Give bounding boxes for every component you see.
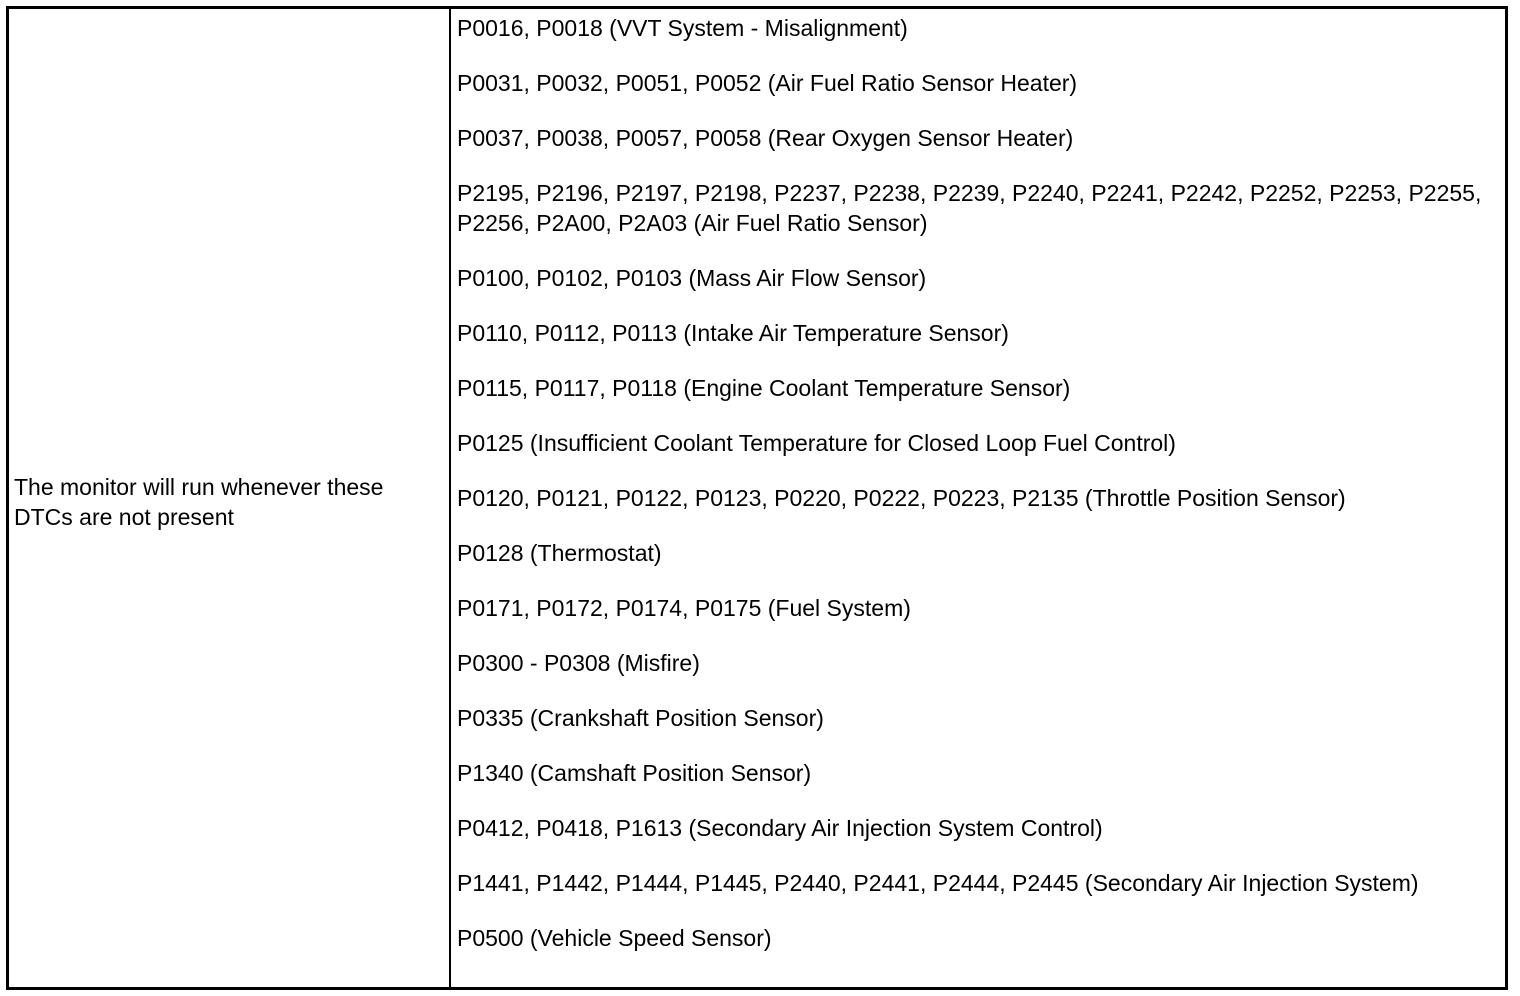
condition-cell: [9, 9, 451, 987]
dtc-line: P0100, P0102, P0103 (Mass Air Flow Sensor): [457, 265, 927, 291]
dtc-line: P0125 (Insufficient Coolant Temperature for Closed Loop Fuel Control): [457, 430, 1176, 456]
dtc-line: P0128 (Thermostat): [457, 540, 662, 566]
dtc-line: P0115, P0117, P0118 (Engine Coolant Temperature Sensor): [457, 375, 1071, 401]
dtc-line: P0412, P0418, P1613 (Secondary Air Injection System Control): [457, 815, 1103, 841]
dtc-line: P0335 (Crankshaft Position Sensor): [457, 705, 824, 731]
dtc-line: P1441, P1442, P1444, P1445, P2440, P2441, P2444, P2445 (Secondary Air Injection System): [457, 870, 1419, 896]
dtc-line: P1340 (Camshaft Position Sensor): [457, 760, 812, 786]
dtc-table: [6, 6, 1508, 990]
dtc-list-cell: [451, 9, 1505, 987]
dtc-line: P0016, P0018 (VVT System - Misalignment): [457, 15, 908, 41]
dtc-line: P0300 - P0308 (Misfire): [457, 650, 700, 676]
dtc-line: P2195, P2196, P2197, P2198, P2237, P2238, P2239, P2240, P2241, P2242, P2252, P2253, P2255, P2256, P2A00, P2A03 (Air Fuel Ratio Sensor): [457, 180, 1482, 236]
dtc-line: P0120, P0121, P0122, P0123, P0220, P0222, P0223, P2135 (Throttle Position Sensor): [457, 485, 1346, 511]
condition-text: The monitor will run whenever these DTCs are not present: [14, 474, 384, 530]
dtc-line: P0500 (Vehicle Speed Sensor): [457, 925, 772, 951]
dtc-line: P0037, P0038, P0057, P0058 (Rear Oxygen Sensor Heater): [457, 125, 1074, 151]
dtc-line: P0110, P0112, P0113 (Intake Air Temperature Sensor): [457, 320, 1009, 346]
dtc-line: P0171, P0172, P0174, P0175 (Fuel System): [457, 595, 911, 621]
dtc-line: P0031, P0032, P0051, P0052 (Air Fuel Ratio Sensor Heater): [457, 70, 1078, 96]
